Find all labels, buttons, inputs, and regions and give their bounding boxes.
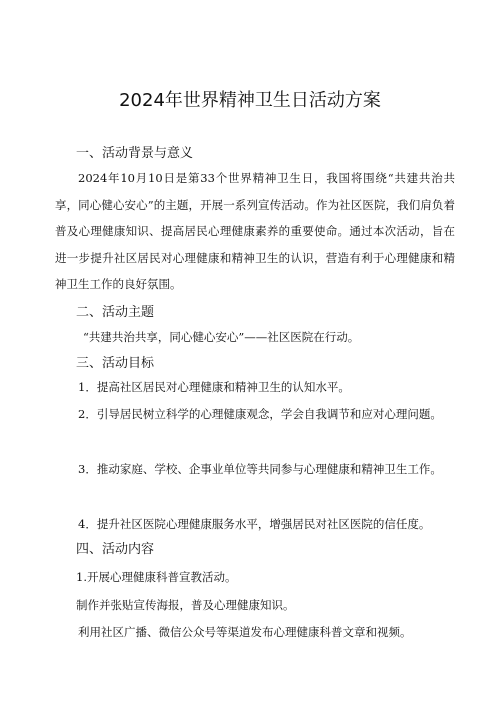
goal-item-4: 4．提升社区医院心理健康服务水平，增强居民对社区医院的信任度。 <box>78 517 431 531</box>
content-sub-2: 利用社区广播、微信公众号等渠道发布心理健康科普文章和视频。 <box>78 625 412 639</box>
content-sub-1: 制作并张贴宣传海报，普及心理健康知识。 <box>76 598 295 612</box>
content-item-1: 1.开展心理健康科普宣教活动。 <box>76 570 237 584</box>
section-heading-content: 四、活动内容 <box>76 542 155 557</box>
background-paragraph: 2024年10月10日是第33个世界精神卫生日，我国将围绕“共建共治共享，同心健心安心”的主题，开展一系列宣传活动。作为社区医院，我们肩负着普及心理健康知识、提高居民心理健康素养的重要使命。通过本次活动，旨在进一步提升社区居民对心理健康和精神卫生的认识，营造有利于心理健康和精神卫生工作的良好氛围。 <box>55 171 455 291</box>
goal-item-2: 2．引导居民树立科学的心理健康观念，学会自我调节和应对心理问题。 <box>78 407 442 421</box>
goal-item-3: 3．推动家庭、学校、企事业单位等共同参与心理健康和精神卫生工作。 <box>78 462 442 476</box>
theme-text: “共建共治共享，同心健心安心”——社区医院在行动。 <box>83 330 360 344</box>
document-title: 2024年世界精神卫生日活动方案 <box>119 90 381 111</box>
goal-item-1: 1．提高社区居民对心理健康和精神卫生的认知水平。 <box>78 380 350 394</box>
section-heading-theme: 二、活动主题 <box>76 305 155 320</box>
section-heading-background: 一、活动背景与意义 <box>76 146 194 161</box>
section-heading-goals: 三、活动目标 <box>76 356 155 371</box>
